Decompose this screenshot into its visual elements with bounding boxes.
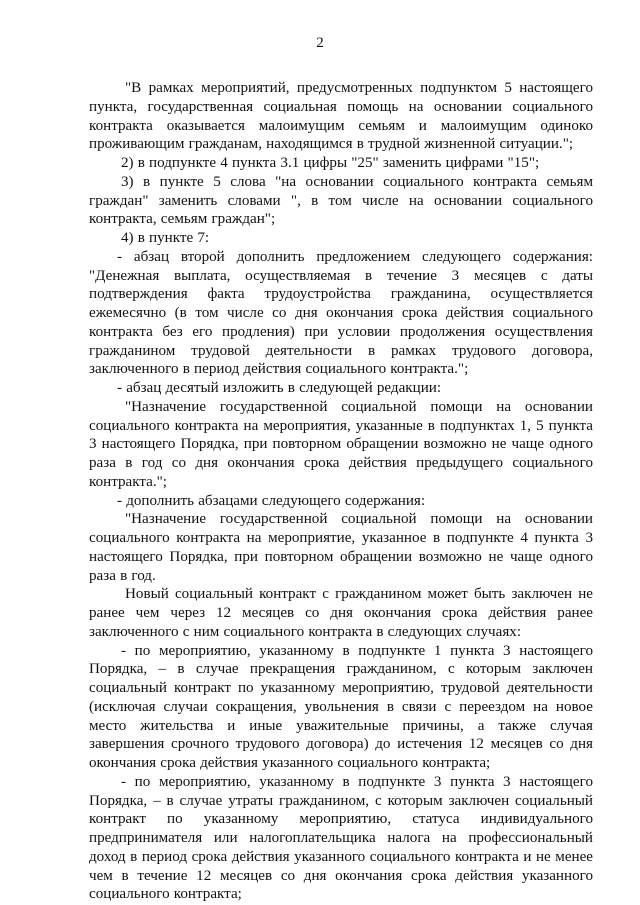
paragraph-item-2: 2) в подпункте 4 пункта 3.1 цифры "25" заменить цифрами "15"; [121,155,540,171]
paragraph-item-3: 3) в пункте 5 слова "на основании социального контракта семьям граждан" заменить словами ", в том числе на основании социального контракта, семьям граждан"; [89,173,593,228]
paragraph-quote-intro: "В рамках мероприятий, предусмотренных подпунктом 5 настоящего пункта, государственная социальная помощь на основании социального контракта оказывается малоимущим семьям и малоимущим одиноко проживающим гражданам, находящимся в трудной жизненной ситуации."; [89,80,593,153]
paragraph-case-3: - по мероприятию, указанному в подпункте 3 пункта 3 настоящего Порядка, – в случае утраты гражданином, с которым заключен социальный контракт по указанному мероприятию, статуса индивидуального предпринимателя или налогоплательщика налога на профессиональный доход в период срока действия указанного социального контракта и не менее чем в течение 12 месяцев со дня окончания срока действия указанного социального контракта; [89,773,593,903]
paragraph-quote-assignment-2: "Назначение государственной социальной помощи на основании социального контракта на мероприятие, указанное в подпункте 4 пункта 3 настоящего Порядка, при повторном обращении возможно не чаще одного раза в год. [89,511,593,584]
paragraph-quote-assignment: "Назначение государственной социальной помощи на основании социального контракта на мероприятия, указанные в подпунктах 1, 5 пункта 3 настоящего Порядка, при повторном обращении возможно не чаще одного раза в год со дня окончания срока действия предыдущего социального контракта."; [89,398,593,490]
paragraph-item-4: 4) в пункте 7: [121,230,210,246]
paragraph-add-intro: - дополнить абзацами следующего содержания: [117,492,426,509]
document-body [89,79,593,904]
paragraph-new-contract: Новый социальный контракт с гражданином может быть заключен не ранее чем через 12 месяцев со дня окончания срока действия ранее заключенного с ним социального контракта в следующих случаях: [89,586,593,640]
paragraph-amend-second: - абзац второй дополнить предложением следующего содержания: "Денежная выплата, осуществляемая в течение 3 месяцев с даты подтверждения факта трудоустройства гражданина, осуществляется ежемесячно (в том числе со дня окончания срока действия социального контракта без его продления) при условии продолжения осуществления гражданином трудовой деятельности в рамках трудового договора, заключенного в период действия социального контракта."; [89,248,593,378]
paragraph-amend-tenth: - абзац десятый изложить в следующей редакции: [117,380,442,396]
page-number: 2 [316,35,324,51]
paragraph-case-1: - по мероприятию, указанному в подпункте 1 пункта 3 настоящего Порядка, – в случае прекращения гражданином, с которым заключен социальный контракт по указанному мероприятию, трудовой деятельности (исключая случаи сокращения, увольнения в связи с переездом на новое место жительства и иные уважительные причины, а также случая завершения срочного трудового договора) до истечения 12 месяцев со дня окончания срока действия указанного социального контракта; [89,642,593,771]
